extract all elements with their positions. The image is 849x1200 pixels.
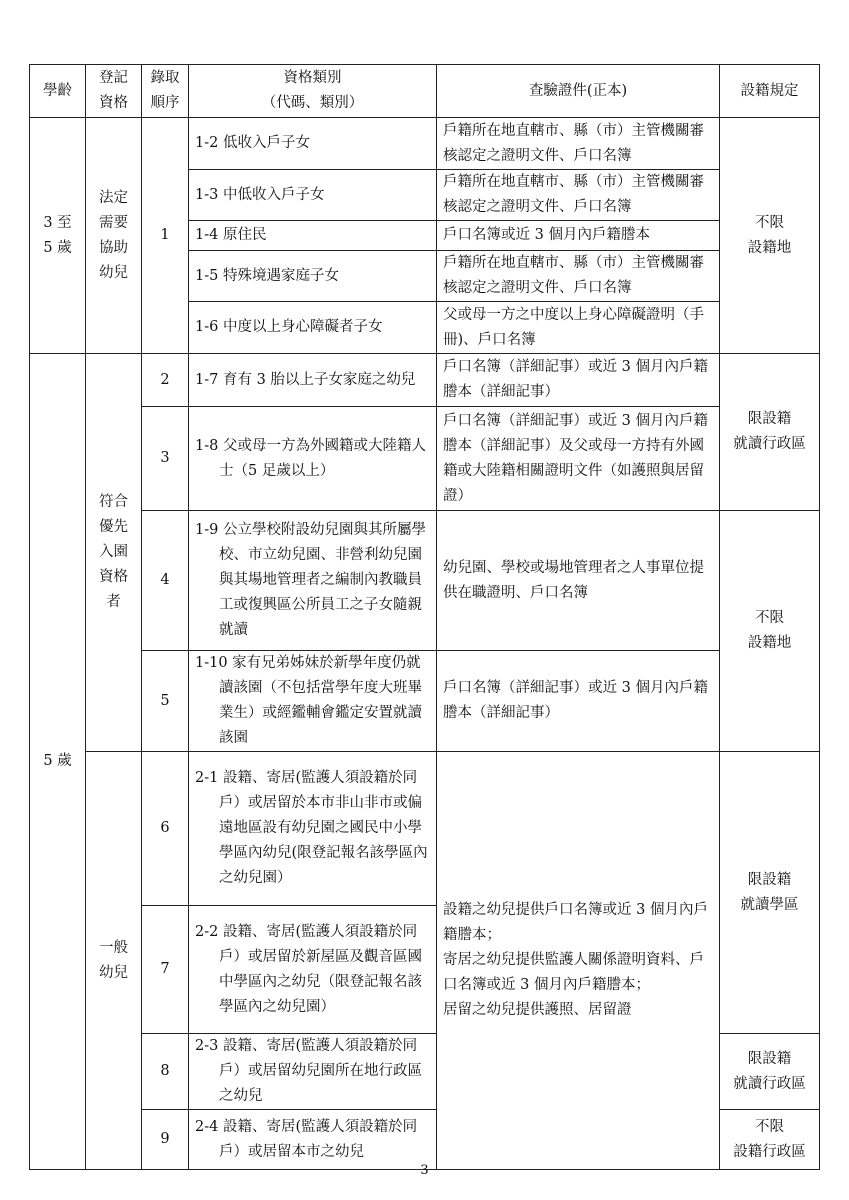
docs-cell: 戶口名簿（詳細記事）或近 3 個月內戶籍謄本（詳細記事）	[437, 354, 720, 407]
table-row	[30, 752, 820, 906]
header-category: 資格類別 （代碼、類別）	[189, 65, 437, 118]
residency-cell: 不限 設籍行政區	[720, 1110, 820, 1170]
header-reg-type: 登記 資格	[86, 65, 142, 118]
docs-cell: 幼兒園、學校或場地管理者之人事單位提供在職證明、戶口名簿	[437, 511, 720, 651]
table-row	[30, 407, 820, 511]
header-order: 錄取 順序	[142, 65, 189, 118]
page-number: 3	[420, 1163, 429, 1178]
docs-cell: 戶籍所在地直轄市、縣（市）主管機關審核認定之證明文件、戶口名簿	[437, 118, 720, 170]
docs-cell: 設籍之幼兒提供戶口名簿或近 3 個月內戶籍謄本； 寄居之幼兒提供監護人關係證明資料、戶口名簿或近 3 個月內戶籍謄本； 居留之幼兒提供護照、居留證	[437, 752, 720, 1170]
category-cell: 1-3 中低收入戶子女	[189, 170, 437, 221]
category-cell: 1-10 家有兄弟姊妹於新學年度仍就讀該園（不包括當學年度大班畢業生）或經鑑輔會鑑定安置就讀該園	[189, 651, 437, 752]
reg-type-cell: 法定 需要 協助 幼兒	[86, 118, 142, 354]
docs-cell: 戶籍所在地直轄市、縣（市）主管機關審核認定之證明文件、戶口名簿	[437, 170, 720, 221]
order-cell: 7	[142, 906, 189, 1034]
order-cell: 2	[142, 354, 189, 407]
docs-cell: 戶口名簿或近 3 個月內戶籍謄本	[437, 221, 720, 251]
category-cell: 1-4 原住民	[189, 221, 437, 251]
category-cell: 2-3 設籍、寄居(監護人須設籍於同戶）或居留幼兒園所在地行政區之幼兒	[189, 1034, 437, 1110]
docs-cell: 戶口名簿（詳細記事）或近 3 個月內戶籍謄本（詳細記事）	[437, 651, 720, 752]
docs-cell: 戶口名簿（詳細記事）或近 3 個月內戶籍謄本（詳細記事）及父或母一方持有外國籍或大陸籍相關證明文件（如護照與居留證）	[437, 407, 720, 511]
table-row	[30, 354, 820, 407]
category-cell: 1-9 公立學校附設幼兒園與其所屬學校、市立幼兒園、非營利幼兒園與其場地管理者之編制內教職員工或復興區公所員工之子女隨親就讀	[189, 511, 437, 651]
category-cell: 2-1 設籍、寄居(監護人須設籍於同戶）或居留於本市非山非市或偏遠地區設有幼兒園之國民中小學學區內幼兒(限登記報名該學區內之幼兒園）	[189, 752, 437, 906]
reg-type-cell: 一般 幼兒	[86, 752, 142, 1170]
order-cell: 4	[142, 511, 189, 651]
order-cell: 3	[142, 407, 189, 511]
table-row	[30, 118, 820, 170]
category-cell: 2-4 設籍、寄居(監護人須設籍於同戶）或居留本市之幼兒	[189, 1110, 437, 1170]
category-cell: 1-6 中度以上身心障礙者子女	[189, 302, 437, 354]
age-cell: 3 至 5 歲	[30, 118, 86, 354]
category-cell: 2-2 設籍、寄居(監護人須設籍於同戶）或居留於新屋區及觀音區國中學區內之幼兒（限登記報名該學區內之幼兒園）	[189, 906, 437, 1034]
order-cell: 5	[142, 651, 189, 752]
header-docs: 查驗證件(正本)	[437, 65, 720, 118]
category-cell: 1-7 育有 3 胎以上子女家庭之幼兒	[189, 354, 437, 407]
header-age: 學齡	[30, 65, 86, 118]
reg-type-cell: 符合 優先 入園 資格 者	[86, 354, 142, 752]
residency-cell: 不限 設籍地	[720, 118, 820, 354]
order-cell: 1	[142, 118, 189, 354]
admission-table	[29, 64, 820, 1170]
order-cell: 9	[142, 1110, 189, 1170]
age-cell: 5 歲	[30, 354, 86, 1170]
header-row	[30, 65, 820, 118]
header-residency: 設籍規定	[720, 65, 820, 118]
table-row	[30, 651, 820, 752]
residency-cell: 限設籍 就讀學區	[720, 752, 820, 1034]
docs-cell: 父或母一方之中度以上身心障礙證明（手冊)、戶口名簿	[437, 302, 720, 354]
category-cell: 1-2 低收入戶子女	[189, 118, 437, 170]
order-cell: 6	[142, 752, 189, 906]
docs-cell: 戶籍所在地直轄市、縣（市）主管機關審核認定之證明文件、戶口名簿	[437, 251, 720, 302]
category-cell: 1-8 父或母一方為外國籍或大陸籍人士（5 足歲以上）	[189, 407, 437, 511]
category-cell: 1-5 特殊境遇家庭子女	[189, 251, 437, 302]
residency-cell: 限設籍 就讀行政區	[720, 1034, 820, 1110]
residency-cell: 不限 設籍地	[720, 511, 820, 752]
order-cell: 8	[142, 1034, 189, 1110]
table-row	[30, 511, 820, 651]
residency-cell: 限設籍 就讀行政區	[720, 354, 820, 511]
